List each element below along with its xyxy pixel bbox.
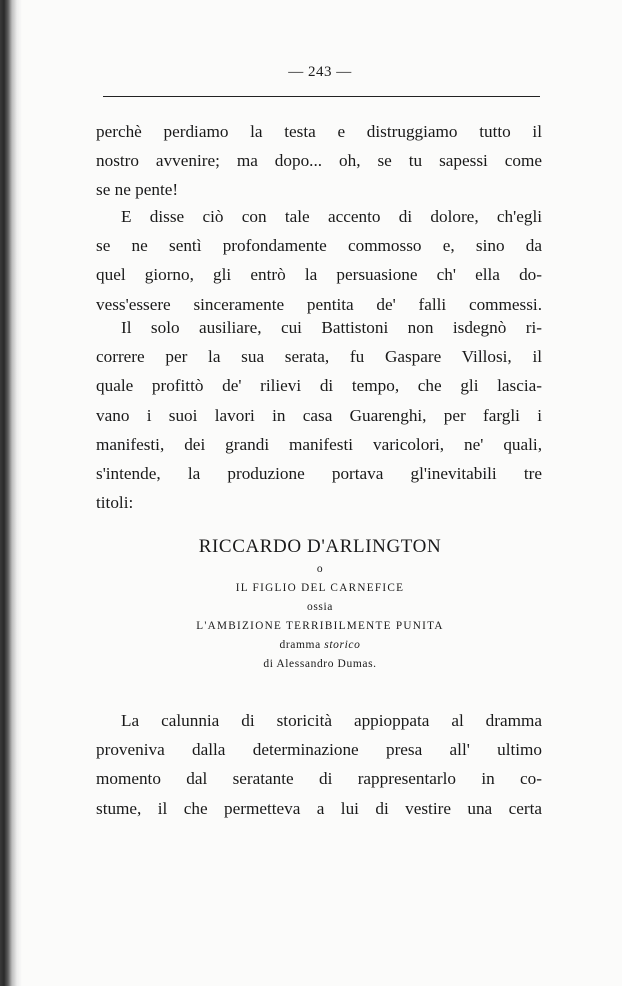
playbill-title-block — [150, 534, 490, 674]
text-line: perchè perdiamo la testa e distruggiamo tutto il — [96, 122, 542, 141]
play-genre — [150, 636, 490, 655]
page-number: — 243 — — [288, 64, 352, 80]
text-line: correre per la sua serata, fu Gaspare Villosi, il — [96, 347, 542, 367]
text-line: momento dal seratante di rappresentarlo in co- — [96, 769, 542, 789]
text-line: se ne sentì profondamente commosso e, sino da — [96, 236, 542, 256]
text-line: se ne pente! — [96, 180, 179, 200]
text-line: quel giorno, gli entrò la persuasione ch' ella do- — [96, 265, 542, 285]
play-subtitle-1: IL FIGLIO DEL CARNEFICE — [235, 582, 405, 594]
text-line: La calunnia di storicità appioppata al dramma — [121, 711, 542, 730]
text-line: proveniva dalla determinazione presa all' ultimo — [96, 740, 542, 760]
text-line: quale profittò de' rilievi di tempo, che gli lascia- — [96, 376, 542, 396]
text-line: E disse ciò con tale accento di dolore, ch'egli — [121, 207, 542, 226]
text-line: vess'essere sinceramente pentita de' falli commessi. — [96, 294, 542, 314]
text-line: stume, il che permetteva a lui di vestire una certa — [96, 798, 542, 818]
paragraph-2 — [96, 202, 542, 319]
play-subtitle-2: L'AMBIZIONE TERRIBILMENTE PUNITA — [196, 620, 444, 632]
text-line: Il solo ausiliare, cui Battistoni non isdegnò ri- — [121, 318, 542, 337]
text-line: vano i suoi lavori in casa Guarenghi, per fargli i — [96, 405, 542, 425]
conjunction-o: o — [316, 563, 324, 575]
header-rule — [103, 96, 540, 97]
genre-prefix: dramma — [279, 639, 321, 651]
genre-italic: storico — [324, 639, 361, 651]
paragraph-3 — [96, 313, 542, 517]
paragraph-4 — [96, 706, 542, 823]
text-line: nostro avvenire; ma dopo... oh, se tu sapessi come — [96, 151, 542, 171]
text-line: s'intende, la produzione portava gl'inevitabili tre — [96, 463, 542, 483]
text-line: titoli: — [96, 493, 134, 513]
conjunction-ossia: ossia — [307, 601, 333, 613]
paragraph-1 — [96, 117, 542, 205]
play-author: di Alessandro Dumas. — [263, 658, 377, 670]
book-spine-shadow — [0, 0, 22, 986]
text-line: manifesti, dei grandi manifesti varicolori, ne' quali, — [96, 434, 542, 454]
play-title: RICCARDO D'ARLINGTON — [198, 536, 442, 557]
